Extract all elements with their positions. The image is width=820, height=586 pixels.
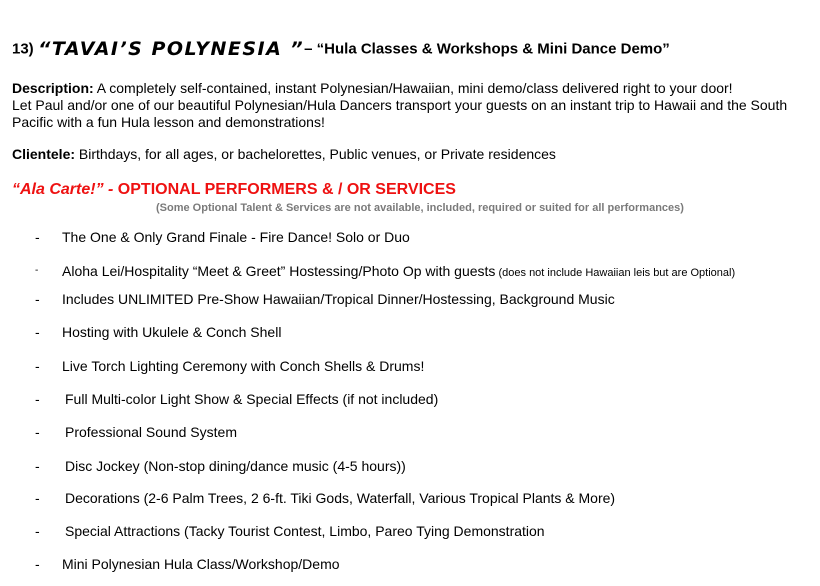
list-item-label: Full Multi-color Light Show & Special Effects (if not included) [65, 391, 439, 407]
bullet-dash: - [35, 324, 40, 340]
bullet-dash: - [35, 490, 40, 506]
description-line-1: A completely self-contained, instant Polynesian/Hawaiian, mini demo/class delivered right to your door! [93, 80, 733, 96]
list-item-text [62, 556, 340, 572]
bullet-dash: - [35, 291, 40, 307]
bullet-dash: - [35, 424, 40, 440]
bullet-dash: - [35, 265, 39, 276]
list-item-text [62, 291, 615, 307]
bullet-dash: - [35, 391, 40, 407]
clientele-text: Birthdays, for all ages, or bachelorettes, Public venues, or Private residences [75, 146, 556, 162]
list-item-label: Includes UNLIMITED Pre-Show Hawaiian/Tropical Dinner/Hostessing, Background Music [62, 291, 615, 307]
list-item-label: Special Attractions (Tacky Tourist Contest, Limbo, Pareo Tying Demonstration [65, 523, 545, 539]
list-item-text [65, 523, 545, 539]
brand-name: “TAVAI’S POLYNESIA ” [38, 38, 305, 60]
list-item-label: Decorations (2-6 Palm Trees, 2 6-ft. Tiki Gods, Waterfall, Various Tropical Plants & More) [65, 490, 616, 506]
ala-carte-note: (Some Optional Talent & Services are not available, included, required or suited for all performances) [156, 202, 684, 214]
clientele-block [12, 146, 556, 162]
list-item-text [65, 391, 438, 407]
list-item-text [62, 263, 735, 279]
bullet-dash: - [35, 358, 40, 374]
bullet-dash: - [35, 556, 40, 572]
list-item-text [62, 324, 281, 340]
bullet-dash: - [35, 229, 40, 245]
description-block [12, 80, 812, 131]
list-item-text [65, 490, 615, 506]
bullet-dash: - [35, 523, 40, 539]
list-item-note: (does not include Hawaiian leis but are Optional) [495, 267, 736, 279]
list-item-label: Aloha Lei/Hospitality “Meet & Greet” Hostessing/Photo Op with guests [62, 263, 496, 279]
section-subtitle: – “Hula Classes & Workshops & Mini Dance Demo” [304, 40, 670, 58]
clientele-label: Clientele: [12, 146, 76, 162]
section-title [12, 38, 670, 60]
list-item-label: Disc Jockey (Non-stop dining/dance music (4-5 hours)) [65, 458, 406, 474]
ala-carte-heading [12, 181, 456, 199]
bullet-dash: - [35, 458, 40, 474]
list-item-label: Hosting with Ukulele & Conch Shell [62, 324, 282, 340]
section-number: 13) [12, 40, 34, 58]
list-item-label: Professional Sound System [65, 424, 237, 440]
list-item-text [65, 458, 406, 474]
list-item-text [62, 229, 410, 245]
description-label: Description: [12, 80, 94, 96]
list-item-text [65, 424, 237, 440]
description-line-2: Let Paul and/or one of our beautiful Polynesian/Hula Dancers transport your guests on an instant trip to Hawaii and the South Pacific with a fun Hula lesson and demonstrations! [12, 97, 788, 130]
optional-services-heading: OPTIONAL PERFORMERS & / OR SERVICES [113, 181, 456, 198]
list-item-label: Mini Polynesian Hula Class/Workshop/Demo [62, 556, 340, 572]
list-item-label: The One & Only Grand Finale - Fire Dance! Solo or Duo [62, 229, 410, 245]
list-item-text [62, 358, 424, 374]
ala-carte-label: “Ala Carte!” - [12, 181, 114, 198]
list-item-label: Live Torch Lighting Ceremony with Conch Shells & Drums! [62, 358, 425, 374]
